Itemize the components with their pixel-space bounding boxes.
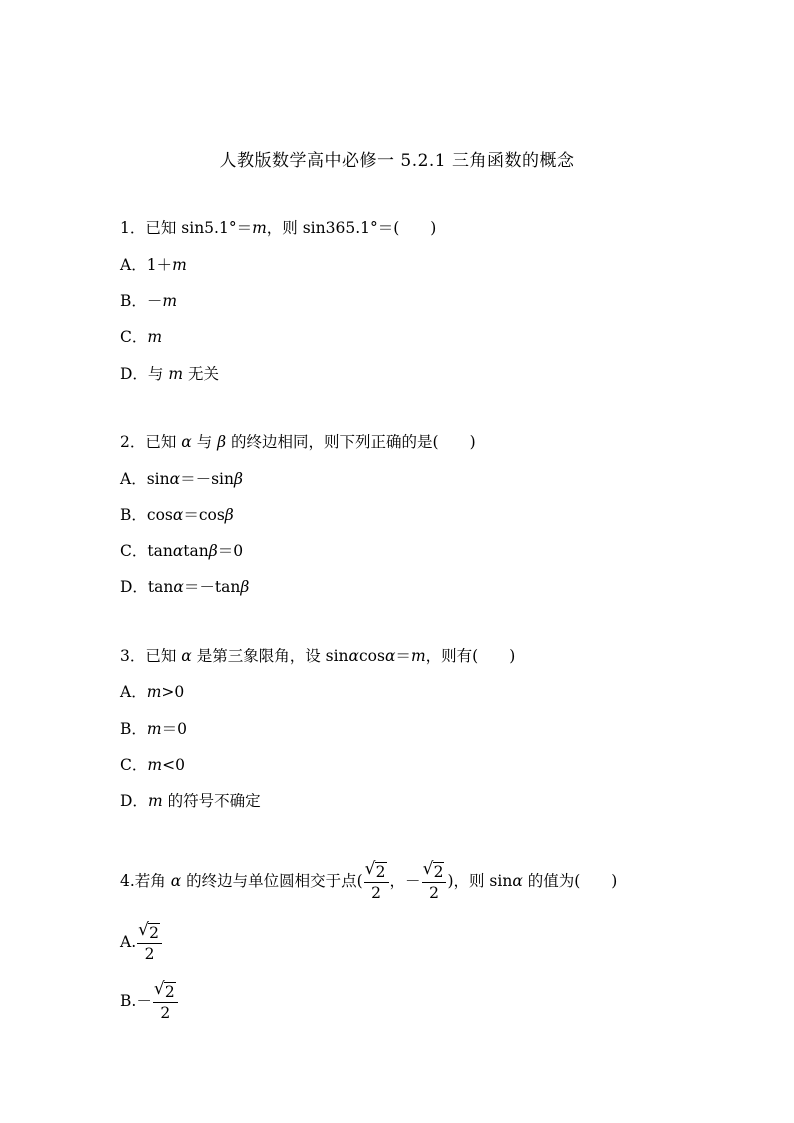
denominator: 2 bbox=[429, 883, 439, 902]
question-3-option-c bbox=[120, 754, 185, 776]
q1-c-var: m bbox=[147, 328, 163, 346]
q3-d-suffix: 的符号不确定 bbox=[162, 792, 261, 810]
q4-stem-c: )，则 sin bbox=[447, 872, 513, 890]
radicand: 2 bbox=[375, 862, 386, 881]
question-4-option-a bbox=[120, 918, 163, 966]
question-3-option-a bbox=[120, 681, 184, 703]
q1-d-prefix: D．与 bbox=[120, 365, 169, 383]
sqrt-sign: √ bbox=[422, 858, 434, 879]
q4-stem-a: 4.若角 bbox=[120, 872, 171, 890]
q3-alpha: α bbox=[181, 647, 192, 665]
radicand: 2 bbox=[149, 923, 159, 942]
q2-d-part1: D．tan bbox=[120, 578, 174, 596]
q3-d-prefix: D． bbox=[120, 792, 148, 810]
q3-b-suffix: ＝0 bbox=[161, 720, 187, 738]
q3-alpha-2: α bbox=[348, 647, 359, 665]
q4-stem-d: 的值为( ) bbox=[522, 872, 618, 890]
q1-b-prefix: B．－ bbox=[120, 292, 163, 310]
q3-a-suffix: >0 bbox=[161, 683, 185, 701]
q3-stem-e: ，则有( ) bbox=[425, 647, 516, 665]
q3-stem-d: ＝ bbox=[395, 647, 411, 665]
q2-stem-b: 与 bbox=[191, 433, 218, 451]
sqrt-sign: √ bbox=[138, 919, 149, 940]
q3-alpha-3: α bbox=[384, 647, 396, 665]
question-1-option-d bbox=[120, 363, 219, 385]
q2-b-beta: β bbox=[224, 506, 234, 524]
q4-point-x-fraction bbox=[364, 858, 389, 903]
question-2-stem bbox=[120, 431, 476, 453]
q1-a-prefix: A．1＋ bbox=[120, 256, 173, 274]
question-3-option-d bbox=[120, 790, 261, 812]
q1-d-suffix: 无关 bbox=[183, 365, 219, 383]
q4-alpha: α bbox=[170, 872, 182, 890]
q2-a-part2: ＝－sin bbox=[180, 470, 234, 488]
q2-alpha: α bbox=[181, 433, 192, 451]
q2-beta: β bbox=[217, 433, 227, 451]
q4-alpha-2: α bbox=[512, 872, 523, 890]
q2-d-alpha: α bbox=[173, 578, 184, 596]
q1-stem-var: m bbox=[252, 219, 267, 237]
q3-m: m bbox=[410, 647, 426, 665]
q1-stem-suffix: ，则 sin365.1°＝( ) bbox=[266, 219, 437, 237]
sqrt-sign: √ bbox=[153, 978, 165, 999]
q4-a-prefix: A. bbox=[120, 933, 137, 951]
q2-c-beta: β bbox=[208, 542, 218, 560]
q2-b-part1: B．cos bbox=[120, 506, 173, 524]
radicand: 2 bbox=[433, 862, 444, 881]
q4-point-y-fraction bbox=[422, 858, 447, 903]
q3-a-m: m bbox=[146, 683, 162, 701]
question-2-option-c bbox=[120, 540, 243, 562]
q3-c-suffix: <0 bbox=[162, 756, 185, 774]
q3-d-m: m bbox=[147, 792, 163, 810]
question-3-stem bbox=[120, 645, 515, 667]
q2-c-part1: C．tan bbox=[120, 542, 173, 560]
question-1-option-b bbox=[120, 290, 177, 312]
q2-c-part3: ＝0 bbox=[217, 542, 244, 560]
denominator: 2 bbox=[144, 944, 155, 963]
q2-a-beta: β bbox=[233, 470, 243, 488]
page-title: 人教版数学高中必修一 5.2.1 三角函数的概念 bbox=[219, 151, 575, 171]
q1-stem-prefix: 1．已知 sin5.1°＝ bbox=[120, 219, 253, 237]
question-2-option-d bbox=[120, 576, 249, 598]
question-4-option-b bbox=[120, 977, 179, 1025]
q4-b-fraction bbox=[153, 978, 178, 1023]
q3-a-prefix: A． bbox=[120, 683, 147, 701]
question-2-option-b bbox=[120, 504, 234, 526]
q1-a-var: m bbox=[172, 256, 187, 274]
q2-stem-a: 2．已知 bbox=[120, 433, 182, 451]
question-1-option-c bbox=[120, 326, 162, 348]
denominator: 2 bbox=[160, 1003, 171, 1022]
q3-b-prefix: B． bbox=[120, 720, 147, 738]
denominator: 2 bbox=[371, 883, 382, 902]
q4-a-fraction bbox=[137, 919, 162, 964]
q2-d-part2: ＝－tan bbox=[183, 578, 241, 596]
q3-c-prefix: C． bbox=[120, 756, 148, 774]
sqrt-sign: √ bbox=[364, 858, 376, 879]
question-2-option-a bbox=[120, 468, 243, 490]
question-4-stem bbox=[120, 857, 617, 905]
q1-d-var: m bbox=[168, 365, 184, 383]
q2-c-part2: tan bbox=[183, 542, 209, 560]
q3-b-m: m bbox=[146, 720, 162, 738]
radicand: 2 bbox=[164, 982, 175, 1001]
q1-c-prefix: C． bbox=[120, 328, 148, 346]
question-3-option-b bbox=[120, 718, 187, 740]
q2-stem-c: 的终边相同，则下列正确的是( ) bbox=[226, 433, 476, 451]
q4-stem-b: 的终边与单位圆相交于点( bbox=[181, 872, 363, 890]
q3-stem-c: cos bbox=[358, 647, 385, 665]
q3-c-m: m bbox=[147, 756, 163, 774]
question-1-option-a bbox=[120, 254, 187, 276]
q2-b-alpha: α bbox=[172, 506, 184, 524]
q2-d-beta: β bbox=[240, 578, 250, 596]
q2-a-alpha: α bbox=[169, 470, 181, 488]
q4-b-prefix: B.－ bbox=[120, 992, 152, 1010]
q3-stem-a: 3．已知 bbox=[120, 647, 182, 665]
q2-a-part1: A．sin bbox=[120, 470, 170, 488]
q3-stem-b: 是第三象限角，设 sin bbox=[191, 647, 349, 665]
question-1-stem bbox=[120, 217, 436, 239]
q2-b-part2: ＝cos bbox=[183, 506, 225, 524]
q1-b-var: m bbox=[162, 292, 178, 310]
q2-c-alpha: α bbox=[172, 542, 184, 560]
q4-comma: ，－ bbox=[389, 872, 421, 890]
